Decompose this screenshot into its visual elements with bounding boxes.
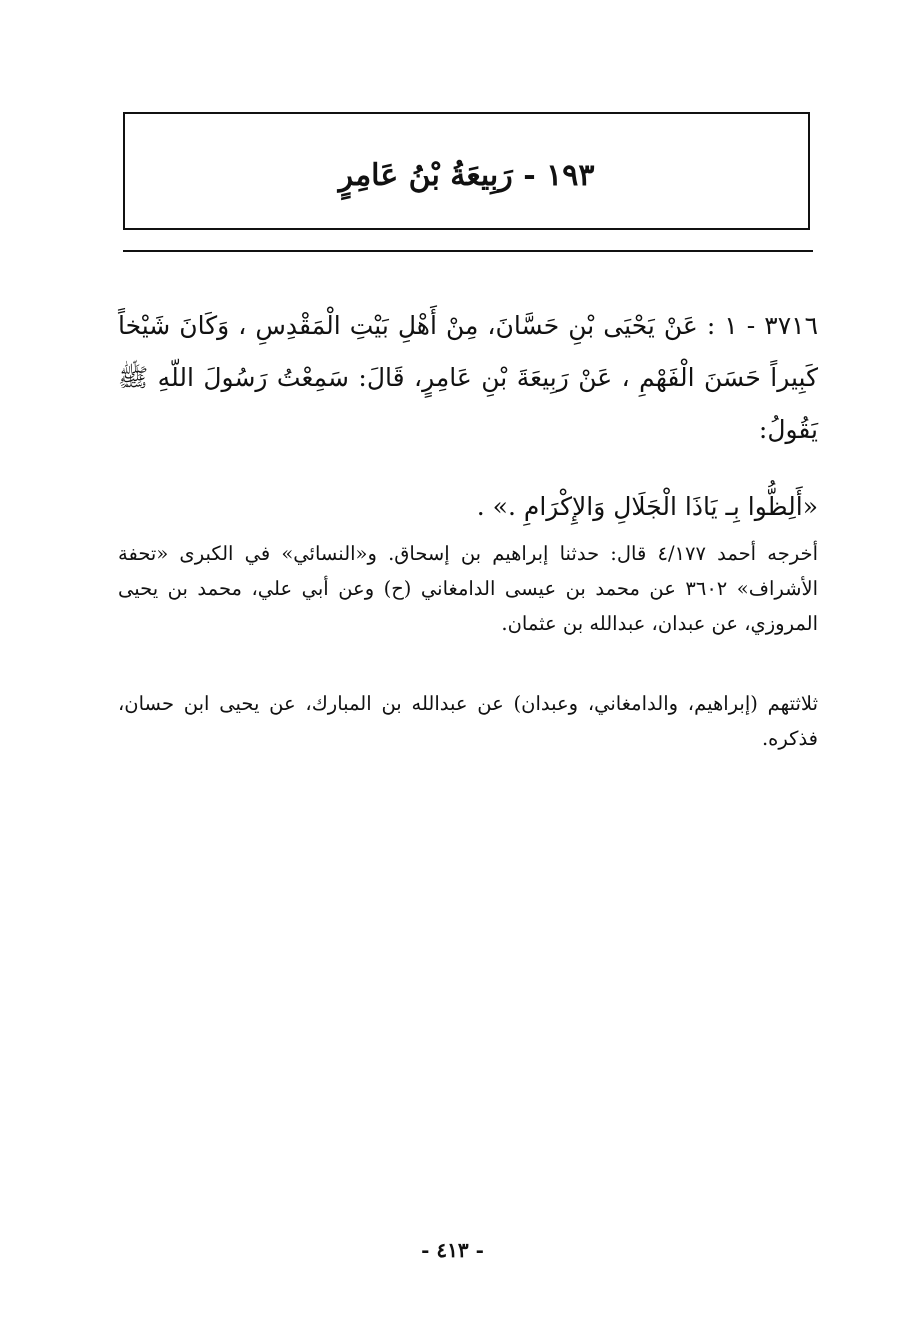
page-number: - ٤١٣ - (421, 1238, 484, 1262)
chapter-title: ١٩٣ - رَبِيعَةُ بْنُ عَامِرٍ (338, 157, 595, 193)
hadith-text-block (118, 300, 818, 456)
title-divider (123, 250, 813, 252)
narrators-summary-paragraph: ثلاثتهم (إبراهيم، والدامغاني، وعبدان) عن عبدالله بن المبارك، عن يحيى ابن حسان، فذكره. (118, 692, 818, 750)
chapter-title-box (123, 112, 810, 230)
hadith-text: ٣٧١٦ - ١ : عَنْ يَحْيَى بْنِ حَسَّانَ، مِنْ أَهْلِ بَيْتِ الْمَقْدِسِ ، وَكَانَ شَيْخاً كَبِيراً حَسَنَ الْفَهْمِ ، عَنْ رَبِيعَةَ بْنِ عَامِرٍ، قَالَ: سَمِعْتُ رَسُولَ اللّهِ ﷺ يَقُولُ: (118, 311, 818, 444)
takhrij-paragraph: أخرجه أحمد ٤/١٧٧ قال: حدثنا إبراهيم بن إسحاق. و«النسائي» في الكبرى «تحفة الأشراف» ٣٦٠٢ عن محمد بن عيسى الدامغاني (ح) وعن أبي علي، محمد بن يحيى المروزي، عن عبدان، عبدالله بن عثمان. (118, 542, 818, 635)
hadith-quote: «أَلِظُّوا بِـ يَاذَا الْجَلَالِ وَالإِكْرَامِ .» . (476, 492, 818, 521)
